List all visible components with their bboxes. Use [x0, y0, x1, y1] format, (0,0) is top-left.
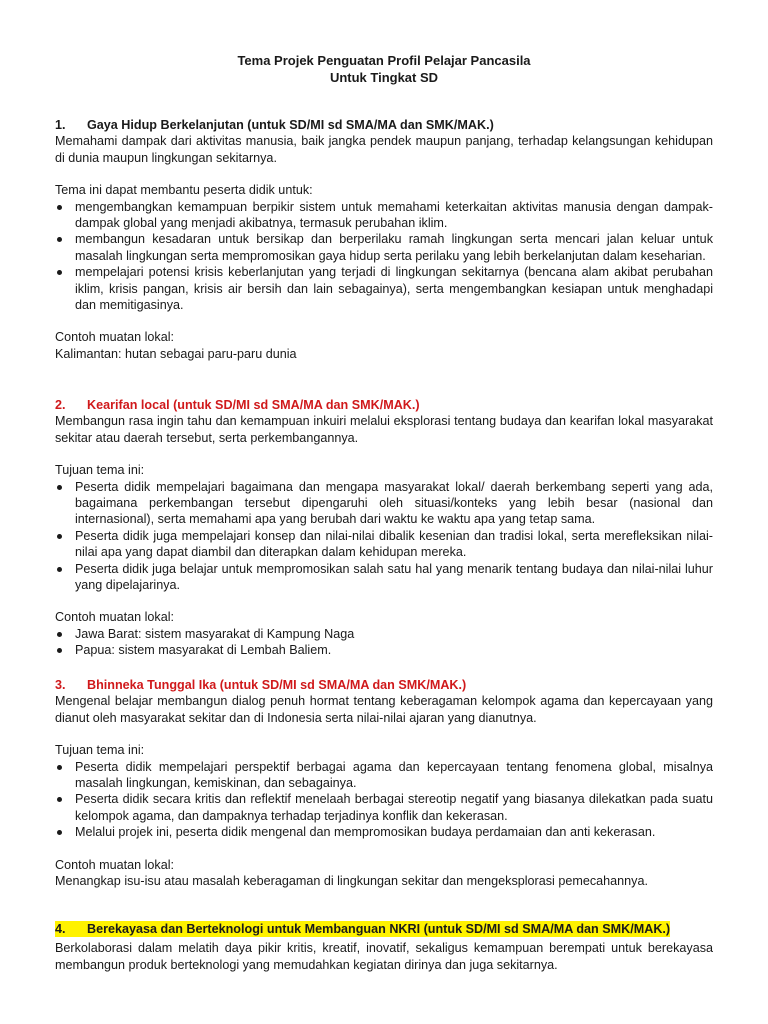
goal-list [55, 759, 713, 841]
section-heading [55, 921, 670, 937]
section-title: Kearifan local (untuk SD/MI sd SMA/MA dan SMK/MAK.) [87, 398, 420, 412]
list-label: Tema ini dapat membantu peserta didik untuk: [55, 183, 313, 198]
example-list [55, 626, 713, 659]
section-heading [55, 117, 713, 133]
example-text: Menangkap isu-isu atau masalah keberagaman di lingkungan sekitar dan mengeksplorasi pemecahannya. [55, 874, 648, 889]
section-title: Berekayasa dan Berteknologi untuk Membanguan NKRI (untuk SD/MI sd SMA/MA dan SMK/MAK.) [87, 922, 671, 936]
list-item: mempelajari potensi krisis keberlanjutan yang terjadi di lingkungan sekitarnya (bencana alam akibat perubahan iklim, krisis pangan, krisis air bersih dan lain sebagainya), serta mengembangkan kesiapan untuk menghadapi dan memitigasinya. [55, 264, 713, 313]
title-line-2: Untuk Tingkat SD [329, 69, 439, 85]
goal-list [55, 479, 713, 594]
section-gaya-hidup [55, 117, 713, 362]
example-text: Kalimantan: hutan sebagai paru-paru dunia [55, 346, 297, 361]
section-number: 3. [55, 678, 66, 692]
list-item: Melalui projek ini, peserta didik mengenal dan mempromosikan budaya perdamaian dan anti kekerasan. [55, 824, 713, 840]
list-item: mengembangkan kemampuan berpikir sistem untuk memahami keterkaitan aktivitas manusia dengan dampak-dampak global yang menjadi akibatnya, termasuk perubahan iklim. [55, 199, 713, 232]
example-label: Contoh muatan lokal: [55, 330, 175, 345]
section-intro: Mengenal belajar membangun dialog penuh hormat tentang keberagaman kelompok agama dan kepercayaan yang dianut oleh masyarakat sekitar dan di Indonesia serta nilai-nilai ajaran yang dianutnya. [55, 694, 713, 725]
list-item: Peserta didik secara kritis dan reflektif menelaah berbagai stereotip negatif yang biasanya dilekatkan pada suatu kelompok agama, dan dampaknya terhadap terjadinya konflik dan kekerasan. [55, 791, 713, 824]
goal-list [55, 199, 713, 314]
section-title: Gaya Hidup Berkelanjutan (untuk SD/MI sd SMA/MA dan SMK/MAK.) [87, 118, 494, 132]
section-kearifan-lokal [55, 397, 713, 659]
title-line-1: Tema Projek Penguatan Profil Pelajar Pancasila [237, 53, 531, 68]
list-item: Peserta didik juga belajar untuk mempromosikan salah satu hal yang menarik tentang budaya dan nilai-nilai luhur yang dipelajarinya. [55, 561, 713, 594]
section-heading [55, 677, 713, 693]
section-intro: Memahami dampak dari aktivitas manusia, baik jangka pendek maupun panjang, terhadap kelangsungan kehidupan di dunia maupun lingkungan sekitarnya. [55, 134, 713, 165]
section-number: 1. [55, 118, 66, 132]
list-item: Peserta didik juga mempelajari konsep dan nilai-nilai dibalik kesenian dan tradisi lokal, serta merefleksikan nilai-nilai apa yang dapat diambil dan diterapkan dalam kehidupan mereka. [55, 528, 713, 561]
section-intro: Berkolaborasi dalam melatih daya pikir kritis, kreatif, inovatif, sekaligus kemampuan berempati untuk berekayasa membangun produk berteknologi yang memudahkan kegiatan dirinya dan juga sekitarnya. [55, 941, 713, 972]
example-item: Jawa Barat: sistem masyarakat di Kampung Naga [55, 626, 713, 642]
example-label: Contoh muatan lokal: [55, 610, 175, 625]
list-label: Tujuan tema ini: [55, 463, 145, 478]
list-label: Tujuan tema ini: [55, 743, 145, 758]
list-item: membangun kesadaran untuk bersikap dan berperilaku ramah lingkungan serta mencari jalan keluar untuk masalah lingkungan serta mempromosikan gaya hidup serta perilaku yang lebih berkelanjutan dalam keseharian. [55, 231, 713, 264]
example-item: Papua: sistem masyarakat di Lembah Baliem. [55, 642, 713, 658]
section-bhinneka [55, 677, 713, 889]
section-heading [55, 397, 713, 413]
document-title [0, 53, 768, 86]
list-item: Peserta didik mempelajari perspektif berbagai agama dan kepercayaan tentang fenomena global, misalnya masalah lingkungan, kemiskinan, dan sebagainya. [55, 759, 713, 792]
list-item: Peserta didik mempelajari bagaimana dan mengapa masyarakat lokal/ daerah berkembang seperti yang ada, bagaimana perkembangan tersebut dipengaruhi oleh situasi/konteks yang lebih besar (nasional dan internasional), serta memahami apa yang berubah dari waktu ke waktu apa yang tetap sama. [55, 479, 713, 528]
section-number: 4. [55, 921, 87, 937]
example-label: Contoh muatan lokal: [55, 857, 175, 872]
section-title: Bhinneka Tunggal Ika (untuk SD/MI sd SMA/MA dan SMK/MAK.) [87, 678, 467, 692]
section-berekayasa [55, 921, 713, 973]
section-intro: Membangun rasa ingin tahu dan kemampuan inkuiri melalui eksplorasi tentang budaya dan kearifan lokal masyarakat sekitar atau daerah tersebut, serta perkembangannya. [55, 414, 713, 445]
section-number: 2. [55, 398, 66, 412]
